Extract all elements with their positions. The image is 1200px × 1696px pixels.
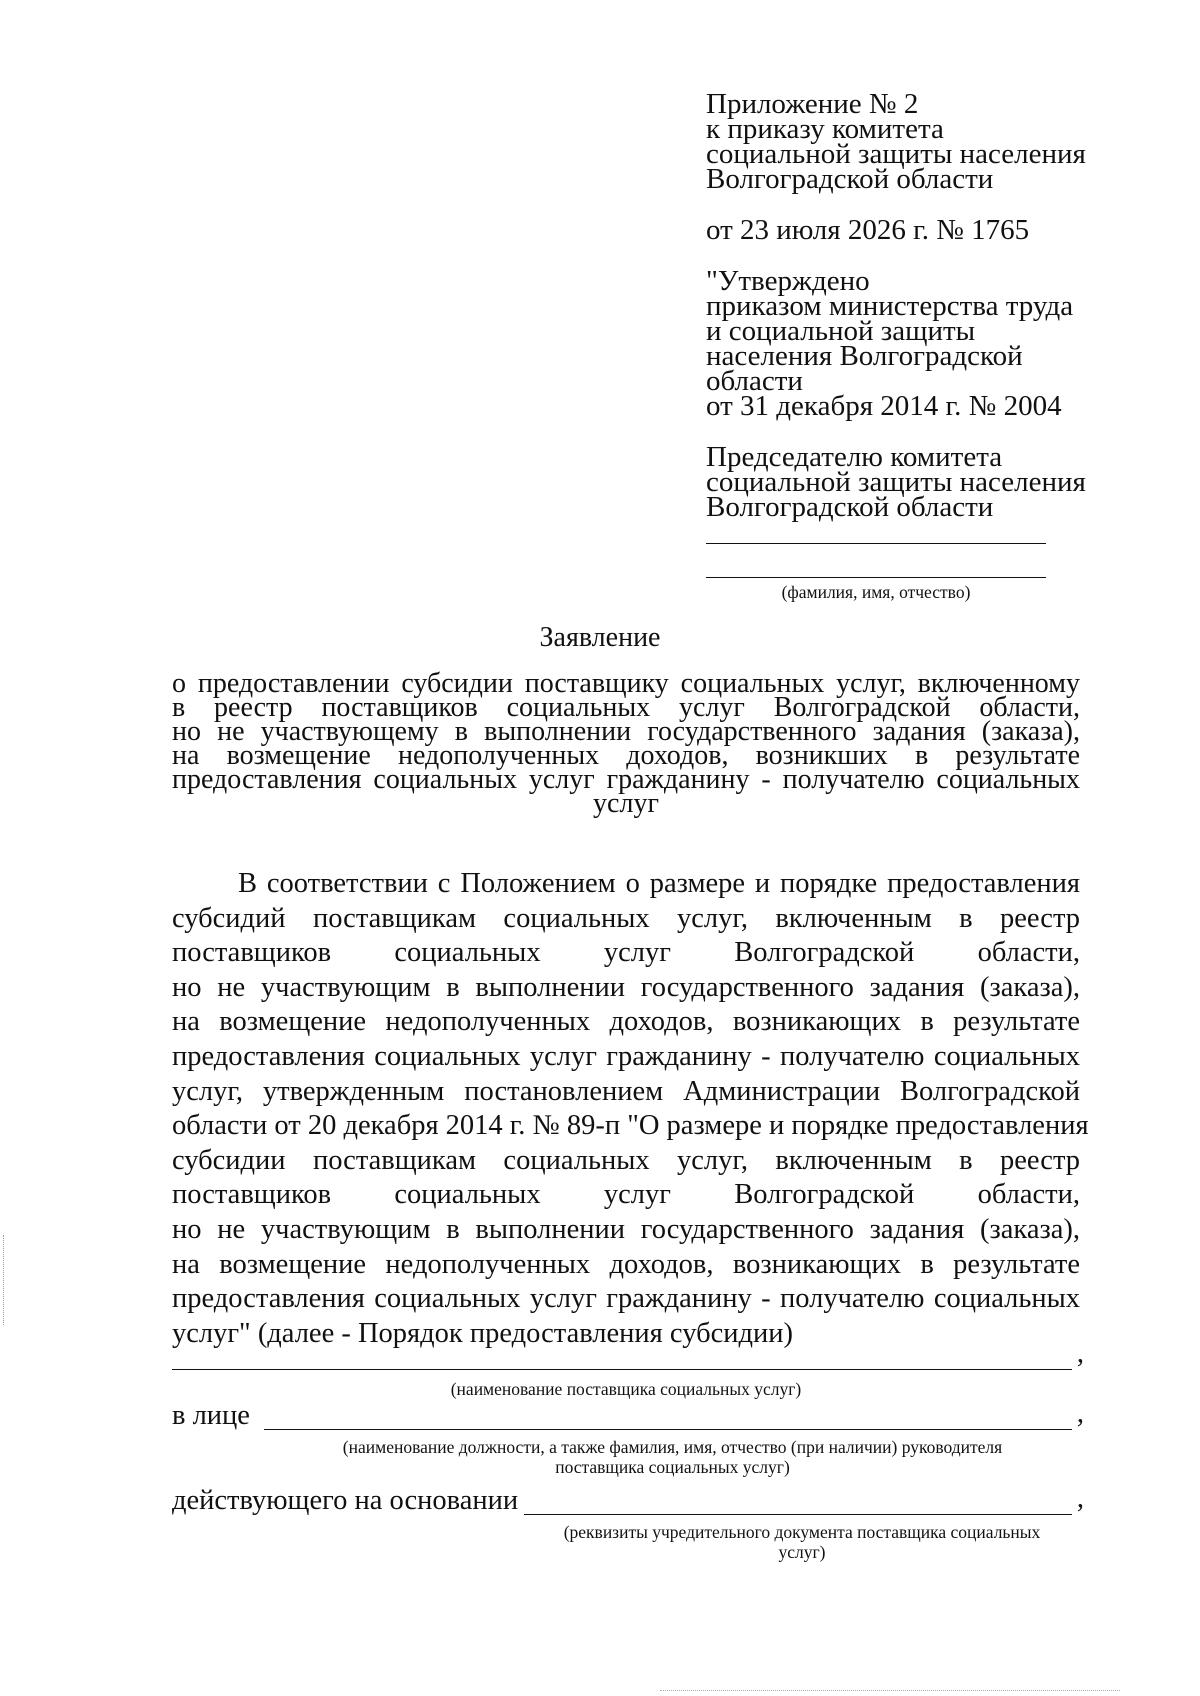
acting-basis-label: действующего на основании	[172, 1485, 519, 1516]
body-line: поставщиков социальных услуг Волгоградской области,	[172, 937, 1080, 969]
acting-basis-field[interactable]	[524, 1514, 1072, 1515]
document-subtitle	[172, 668, 1080, 819]
acting-basis-caption-line: услуг)	[778, 1542, 826, 1562]
comma: ,	[1076, 1483, 1084, 1514]
approved-line: области	[706, 365, 803, 397]
provider-name-field[interactable]	[172, 1369, 1072, 1370]
order-date-line: от 23 июля 2026 г. № 1765	[706, 214, 1030, 246]
fio-caption: (фамилия, имя, отчество)	[781, 582, 971, 602]
comma: ,	[1076, 1338, 1084, 1369]
appendix-line: Волгоградской области	[706, 163, 994, 195]
body-line: субсидии поставщикам социальных услуг, включенным в реестр	[172, 1144, 1080, 1176]
document-title: Заявление	[539, 622, 661, 653]
addressee-line: Волгоградской области	[706, 491, 994, 523]
appendix-line: Приложение № 2	[706, 88, 919, 120]
subtitle-line: услуг	[593, 788, 659, 819]
body-paragraph	[172, 867, 1089, 1351]
in-person-label: в лице	[172, 1400, 250, 1431]
subtitle-line: но не участвующему в выполнении государственного задания (заказа),	[172, 716, 1080, 747]
approved-line: и социальной защиты	[706, 315, 976, 347]
subtitle-line: предоставления социальных услуг гражданину - получателю социальных	[172, 764, 1080, 795]
body-line: но не участвующим в выполнении государственного задания (заказа),	[172, 971, 1080, 1003]
scan-margin-artifact	[3, 1235, 6, 1325]
approved-line: приказом министерства труда	[706, 290, 1074, 322]
body-line: услуг" (далее - Порядок предоставления субсидии)	[172, 1317, 793, 1349]
body-line: В соответствии с Положением о размере и порядке предоставления	[238, 868, 1080, 899]
addressee-line: Председателю комитета	[706, 441, 1003, 473]
body-line: но не участвующим в выполнении государственного задания (заказа),	[172, 1213, 1080, 1245]
approved-line: от 31 декабря 2014 г. № 2004	[706, 390, 1062, 422]
in-person-caption-line: (наименование должности, а также фамилия, имя, отчество (при наличии) руководителя	[342, 1437, 1003, 1457]
addressee-line: социальной защиты населения	[706, 466, 1086, 498]
comma: ,	[1076, 1398, 1084, 1429]
addressee-fio-field-2[interactable]	[706, 577, 1046, 578]
in-person-caption	[265, 1437, 1080, 1477]
body-line: поставщиков социальных услуг Волгоградской области,	[172, 1179, 1080, 1211]
in-person-row	[172, 1398, 1084, 1436]
in-person-field[interactable]	[264, 1429, 1072, 1430]
body-line: области от 20 декабря 2014 г. № 89-п "О размере и порядке предоставления	[172, 1110, 1089, 1142]
body-line: на возмещение недополученных доходов, возникающих в результате	[172, 1248, 1080, 1280]
subtitle-line: в реестр поставщиков социальных услуг Волгоградской области,	[172, 692, 1080, 723]
appendix-line: к приказу комитета	[706, 113, 944, 145]
subtitle-line: на возмещение недополученных доходов, возникших в результате	[172, 740, 1080, 771]
header-block	[706, 88, 1126, 523]
body-line: субсидий поставщикам социальных услуг, включенным в реестр	[172, 902, 1080, 934]
addressee-fio-field-1[interactable]	[706, 543, 1046, 544]
approved-line: населения Волгоградской	[706, 340, 1023, 372]
in-person-caption-line: поставщика социальных услуг)	[555, 1457, 790, 1477]
provider-caption: (наименование поставщика социальных услуг)	[450, 1379, 802, 1399]
scan-bottom-artifact	[660, 1690, 1120, 1691]
body-line: на возмещение недополученных доходов, возникающих в результате	[172, 1006, 1080, 1038]
approved-line: "Утверждено	[706, 265, 870, 297]
body-line: услуг, утвержденным постановлением Администрации Волгоградской	[172, 1075, 1080, 1107]
appendix-line: социальной защиты населения	[706, 138, 1086, 170]
acting-basis-row	[172, 1483, 1084, 1521]
body-line: предоставления социальных услуг гражданину - получателю социальных	[172, 1283, 1080, 1315]
provider-name-row	[172, 1338, 1084, 1376]
acting-basis-caption	[524, 1522, 1080, 1562]
body-line: предоставления социальных услуг гражданину - получателю социальных	[172, 1040, 1080, 1072]
subtitle-line: о предоставлении субсидии поставщику социальных услуг, включенному	[172, 668, 1080, 699]
acting-basis-caption-line: (реквизиты учредительного документа поставщика социальных	[563, 1522, 1041, 1542]
